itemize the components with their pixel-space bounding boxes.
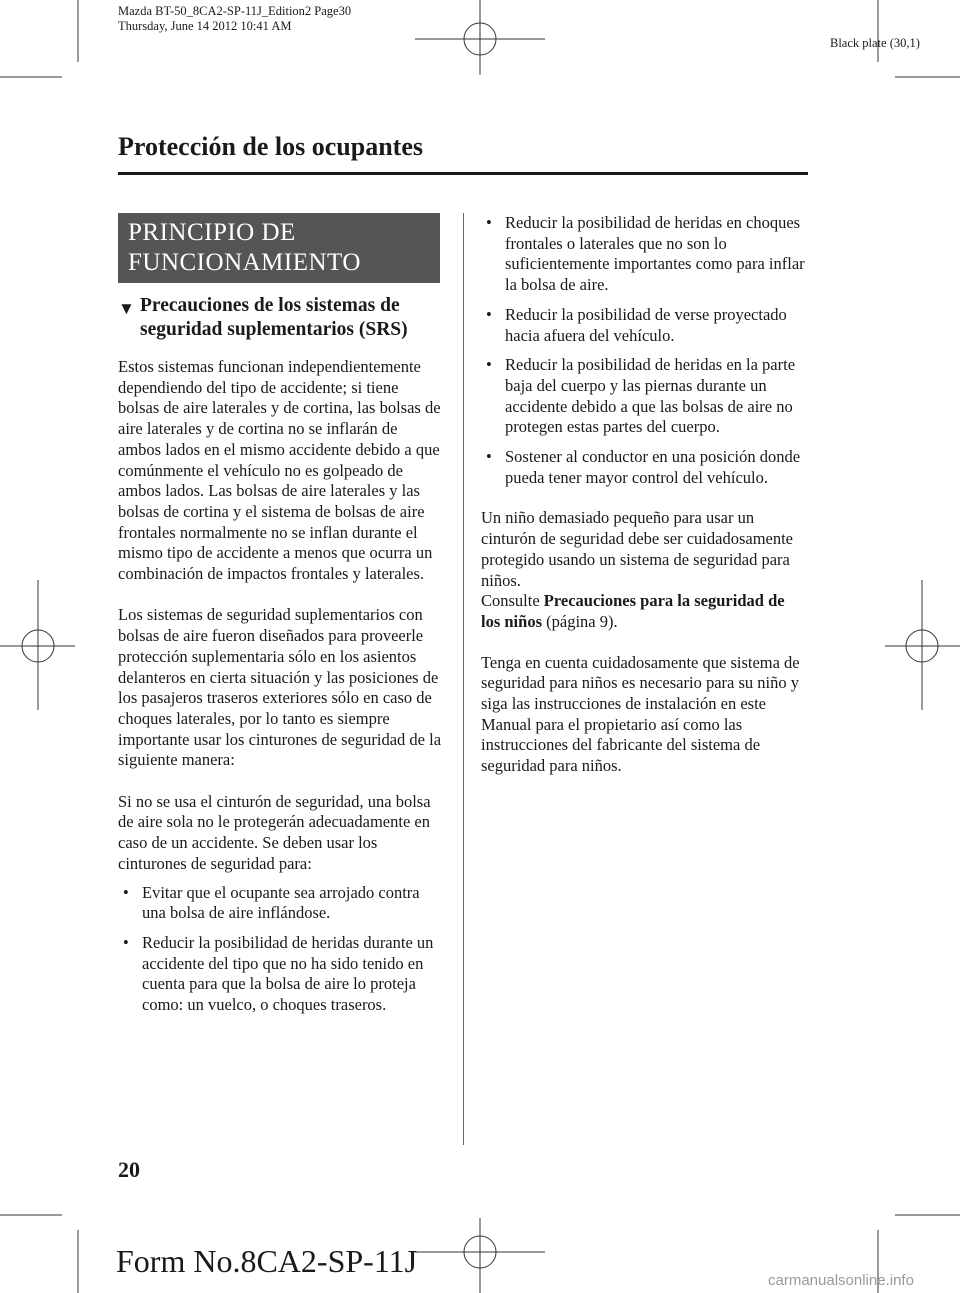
plate-label: Black plate (30,1) <box>830 36 920 50</box>
list-item <box>481 355 806 438</box>
paragraph-3: Si no se usa el cinturón de seguridad, una bolsa de aire sola no le protegerán adecuadamente en caso de un accidente. Se deben usar los cinturones de seguridad para: <box>118 791 431 873</box>
child-paragraph <box>481 508 806 632</box>
right-bullet-list <box>481 213 806 488</box>
consult-page-ref: (página 9). <box>546 611 618 631</box>
list-item-text: Evitar que el ocupante sea arrojado contra una bolsa de aire inflándose. <box>142 882 420 923</box>
child-paragraph-text: Un niño demasiado pequeño para usar un cinturón de seguridad debe ser cuidadosamente protegido usando un sistema de seguridad para niños. <box>481 508 794 590</box>
column-divider <box>463 213 464 1145</box>
subheading-line-2: seguridad suplementarios (SRS) <box>140 318 408 340</box>
triangle-marker-icon: ▼ <box>118 299 135 318</box>
consult-prefix: Consulte <box>481 591 540 611</box>
banner-line-1: PRINCIPIO DE <box>128 219 296 246</box>
list-item <box>481 213 806 296</box>
subheading-line-1: Precauciones de los sistemas de <box>140 295 400 316</box>
watermark: carmanualsonline.info <box>768 1272 914 1289</box>
list-item <box>118 883 443 924</box>
list-item <box>481 447 806 488</box>
right-column <box>481 213 806 777</box>
paragraph-1: Estos sistemas funcionan independientemente dependiendo del tipo de accidente; si tiene bolsas de aire laterales y de cortina, las bolsas de aire laterales y de cortina no se inflarán de ambos lados en el mismo accidente debido a que comúnmente el vehículo no es golpeado de ambos lados. Las bolsas de aire laterales y las bolsas de cortina y el sistema de bolsas de aire frontales normalmente no se inflan durante el mismo tipo de accidente a menos que ocurra un combinación de impactos frontales y laterales. <box>118 357 441 584</box>
bullet-icon: • <box>486 447 492 467</box>
banner-line-2: FUNCIONAMIENTO <box>128 249 361 276</box>
subheading <box>118 294 443 341</box>
bullet-icon: • <box>486 213 492 232</box>
list-item-text: Reducir la posibilidad de heridas en choques frontales o laterales que no son lo suficientemente importantes como para inflar la bolsa de aire. <box>505 213 805 295</box>
title-rule <box>118 172 808 175</box>
list-item-text: Sostener al conductor en una posición donde pueda tener mayor control del vehículo. <box>505 447 801 487</box>
consult-reference: Precauciones para la seguridad de los niños <box>481 591 785 631</box>
list-item-text: Reducir la posibilidad de heridas durante un accidente del tipo que no ha sido tenido en cuenta para que la bolsa de aire lo proteja como: un vuelco, o choques traseros. <box>142 932 434 1015</box>
left-bullet-list <box>118 883 443 1016</box>
bullet-icon: • <box>123 882 129 902</box>
bullet-icon: • <box>486 355 492 375</box>
section-title: Protección de los ocupantes <box>118 132 423 161</box>
print-info <box>118 4 351 34</box>
list-item-text: Reducir la posibilidad de heridas en la parte baja del cuerpo y las piernas durante un accidente debido a que las bolsas de aire no protegen estas partes del cuerpo. <box>505 355 796 437</box>
left-column <box>118 294 443 1025</box>
form-number: Form No.8CA2-SP-11J <box>116 1243 418 1279</box>
print-info-line-2: Thursday, June 14 2012 10:41 AM <box>118 19 292 33</box>
list-item-text: Reducir la posibilidad de verse proyectado hacia afuera del vehículo. <box>505 304 787 345</box>
print-info-line-1: Mazda BT-50_8CA2-SP-11J_Edition2 Page30 <box>118 4 352 18</box>
bullet-icon: • <box>123 932 129 952</box>
page-number: 20 <box>118 1157 140 1182</box>
instructions-paragraph: Tenga en cuenta cuidadosamente que sistema de seguridad para niños es necesario para su niño y siga las instrucciones de instalación en este Manual para el propietario así como las instrucciones del fabricante del sistema de seguridad para niños. <box>481 652 800 776</box>
paragraph-2: Los sistemas de seguridad suplementarios con bolsas de aire fueron diseñados para proveerle protección suplementaria sólo en los asientos delanteros en cierta situación y las posiciones de los pasajeros traseros exteriores sólo en caso de choques laterales, por lo tanto es siempre importante usar los cinturones de seguridad de la siguiente manera: <box>118 605 442 770</box>
list-item <box>481 305 806 346</box>
bullet-icon: • <box>486 304 492 324</box>
topic-banner <box>118 213 440 283</box>
list-item <box>118 933 443 1016</box>
